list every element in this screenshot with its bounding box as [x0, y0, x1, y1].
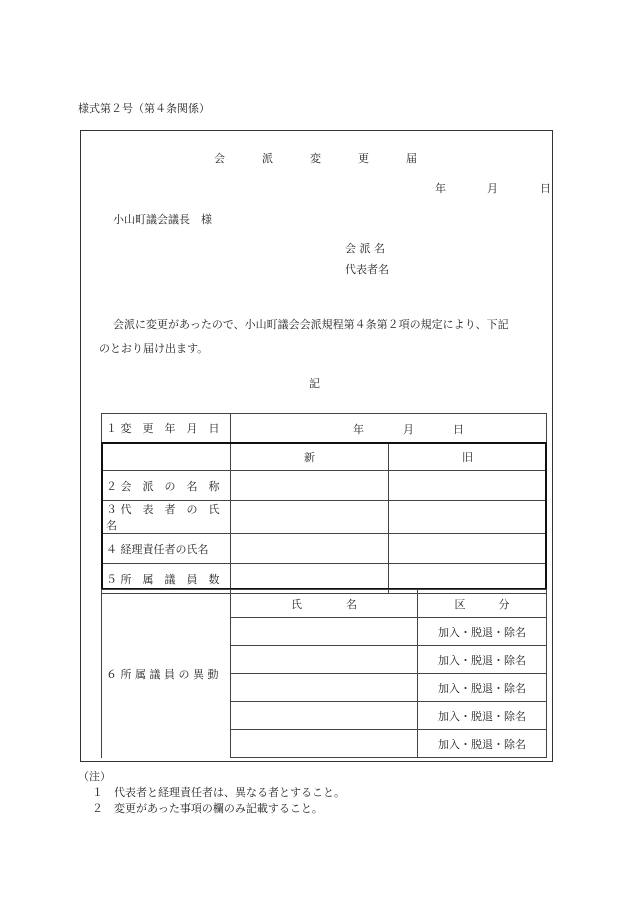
member-name-cell[interactable]	[231, 646, 418, 674]
date-day: 日	[540, 182, 551, 195]
row-label: ２ 会 派 の 名 称	[102, 471, 231, 501]
old-value-cell[interactable]	[389, 471, 547, 501]
header-new: 新	[231, 443, 389, 471]
category-options[interactable]: 加入・脱退・除名	[418, 618, 547, 646]
title-char: 届	[406, 152, 417, 165]
title-char: 更	[358, 152, 369, 165]
new-value-cell[interactable]	[231, 501, 389, 534]
table-row	[102, 534, 547, 564]
new-value-cell[interactable]	[231, 471, 389, 501]
header-category: 区 分	[418, 590, 547, 618]
old-value-cell[interactable]	[389, 534, 547, 564]
header-old: 旧	[389, 443, 547, 471]
title-char: 変	[310, 152, 321, 165]
member-change-table	[101, 589, 547, 758]
party-name-label: 会 派 名	[345, 242, 385, 255]
change-date-cell[interactable]	[231, 414, 547, 443]
table-row	[102, 414, 547, 443]
change-date-month: 月	[403, 423, 414, 436]
new-value-cell[interactable]	[231, 534, 389, 564]
table-header-row	[102, 590, 547, 618]
blank-header-cell	[102, 443, 231, 471]
addressee: 小山町議会議長 様	[113, 213, 212, 226]
form-number: 様式第２号（第４条関係）	[78, 102, 210, 115]
category-options[interactable]: 加入・脱退・除名	[418, 674, 547, 702]
header-name: 氏 名	[231, 590, 418, 618]
row-label: ６ 所 属 議 員 の 異 動	[102, 590, 231, 758]
old-value-cell[interactable]	[389, 501, 547, 534]
row-label: ３ 代 表 者 の 氏 名	[102, 501, 231, 534]
change-date-year: 年	[353, 423, 364, 436]
category-options[interactable]: 加入・脱退・除名	[418, 730, 547, 758]
title-char: 会	[214, 152, 225, 165]
representative-label: 代表者名	[345, 263, 389, 276]
member-name-cell[interactable]	[231, 674, 418, 702]
row-label: ５ 所 属 議 員 数	[102, 564, 231, 594]
table-row	[102, 471, 547, 501]
member-name-cell[interactable]	[231, 702, 418, 730]
member-name-cell[interactable]	[231, 730, 418, 758]
date-month: 月	[487, 182, 498, 195]
notes-heading: （注）	[78, 770, 111, 783]
member-name-cell[interactable]	[231, 618, 418, 646]
table-row	[102, 501, 547, 534]
note-item: １ 代表者と経理責任者は、異なる者とすること。	[92, 786, 345, 799]
body-text-line1: 会派に変更があったので、小山町議会会派規程第４条第２項の規定により、下記	[113, 318, 509, 331]
title-char: 派	[262, 152, 273, 165]
note-item: ２ 変更があった事項の欄のみ記載すること。	[92, 802, 323, 815]
ki-label: 記	[309, 377, 320, 390]
table-header-row	[102, 443, 547, 471]
row-label: １ 変 更 年 月 日	[102, 414, 231, 443]
change-date-day: 日	[453, 423, 464, 436]
date-year: 年	[435, 182, 446, 195]
body-text-line2: のとおり届け出ます。	[99, 342, 209, 355]
category-options[interactable]: 加入・脱退・除名	[418, 646, 547, 674]
category-options[interactable]: 加入・脱退・除名	[418, 702, 547, 730]
change-table	[101, 413, 547, 594]
row-label: ４ 経理責任者の氏名	[102, 534, 231, 564]
